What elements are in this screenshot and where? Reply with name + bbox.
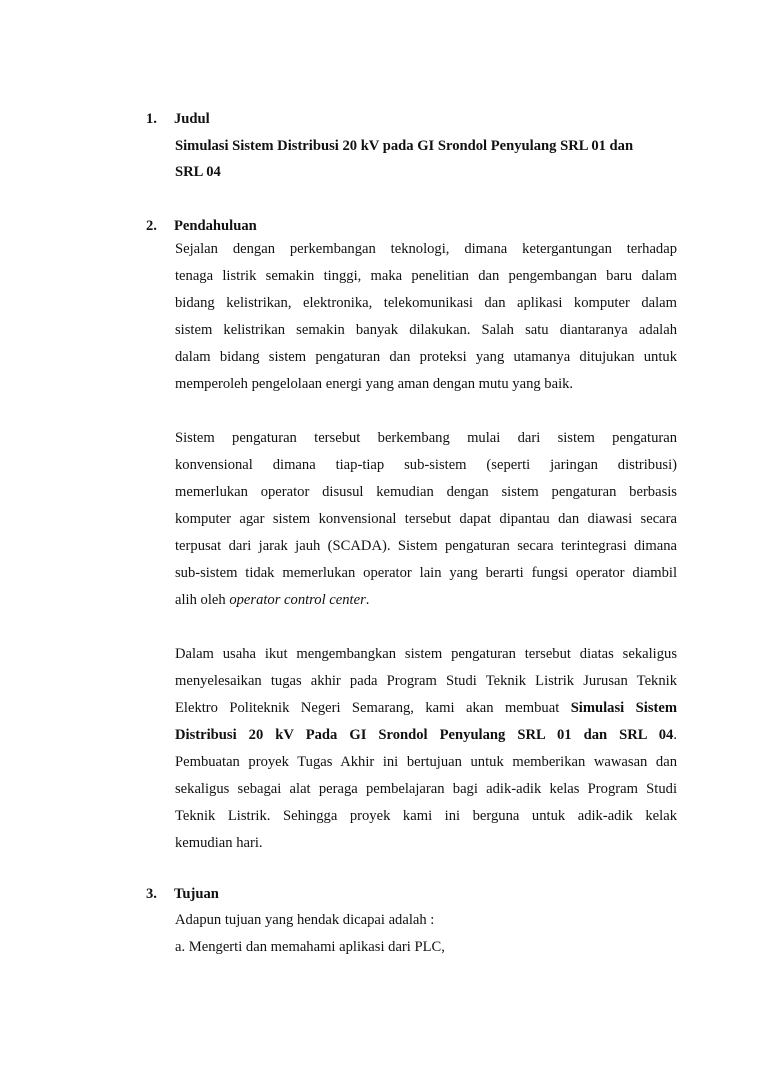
paragraph-line: dalam bidang sistem pengaturan dan proteksi yang utamanya ditujukan untuk xyxy=(175,349,677,365)
section-number: 1. xyxy=(146,111,157,127)
paragraph-line: Teknik Listrik. Sehingga proyek kami ini berguna untuk adik-adik kelak xyxy=(175,808,677,824)
section-title: Judul xyxy=(174,111,210,127)
bold-title: Distribusi 20 kV Pada GI Srondol Penyulang SRL 01 dan SRL 04 xyxy=(175,727,674,743)
section-heading-judul xyxy=(146,111,210,128)
paragraph-line: Pembuatan proyek Tugas Akhir ini bertujuan untuk memberikan wawasan dan xyxy=(175,754,677,770)
paragraph-line: sistem kelistrikan semakin banyak dilakukan. Salah satu diantaranya adalah xyxy=(175,322,677,338)
paragraph-line: komputer agar sistem konvensional tersebut dapat dipantau dan diawasi secara xyxy=(175,511,677,527)
paragraph-line xyxy=(175,700,677,717)
section-heading-tujuan xyxy=(146,886,219,903)
list-item: a. Mengerti dan memahami aplikasi dari PLC, xyxy=(175,939,445,955)
tujuan-intro: Adapun tujuan yang hendak dicapai adalah : xyxy=(175,912,435,928)
paragraph-line: Dalam usaha ikut mengembangkan sistem pengaturan tersebut diatas sekaligus xyxy=(175,646,677,662)
paragraph-line: kemudian hari. xyxy=(175,835,263,851)
paragraph-line: Sistem pengaturan tersebut berkembang mulai dari sistem pengaturan xyxy=(175,430,677,446)
text-run: . xyxy=(673,727,677,743)
paragraph-line xyxy=(175,592,677,609)
paragraph-line: Sejalan dengan perkembangan teknologi, dimana ketergantungan terhadap xyxy=(175,241,677,257)
paragraph-line: sub-sistem tidak memerlukan operator lain yang berarti fungsi operator diambil xyxy=(175,565,677,581)
text-run: . xyxy=(365,592,370,608)
judul-line: Simulasi Sistem Distribusi 20 kV pada GI Srondol Penyulang SRL 01 dan xyxy=(175,138,634,154)
section-title: Pendahuluan xyxy=(174,218,257,234)
paragraph-line: konvensional dimana tiap-tiap sub-sistem (seperti jaringan distribusi) xyxy=(175,457,677,473)
judul-line: SRL 04 xyxy=(175,164,221,180)
paragraph-line xyxy=(175,727,677,744)
paragraph-line: bidang kelistrikan, elektronika, telekomunikasi dan aplikasi komputer dalam xyxy=(175,295,677,311)
section-title: Tujuan xyxy=(174,886,219,902)
text-run: Elektro Politeknik Negeri Semarang, kami akan membuat xyxy=(175,700,571,716)
section-number: 3. xyxy=(146,886,157,902)
paragraph-line: terpusat dari jarak jauh (SCADA). Sistem pengaturan secara terintegrasi dimana xyxy=(175,538,677,554)
section-number: 2. xyxy=(146,218,157,234)
section-heading-pendahuluan xyxy=(146,218,257,235)
paragraph-line: menyelesaikan tugas akhir pada Program Studi Teknik Listrik Jurusan Teknik xyxy=(175,673,677,689)
italic-term: operator control center xyxy=(229,592,366,608)
paragraph-line: memerlukan operator disusul kemudian dengan sistem pengaturan berbasis xyxy=(175,484,677,500)
paragraph-line: tenaga listrik semakin tinggi, maka penelitian dan pengembangan baru dalam xyxy=(175,268,677,284)
paragraph-line: memperoleh pengelolaan energi yang aman dengan mutu yang baik. xyxy=(175,376,574,392)
paragraph-line: sekaligus sebagai alat peraga pembelajaran bagi adik-adik kelas Program Studi xyxy=(175,781,677,797)
text-run: alih oleh xyxy=(175,592,230,608)
bold-title: Simulasi Sistem xyxy=(570,700,677,716)
